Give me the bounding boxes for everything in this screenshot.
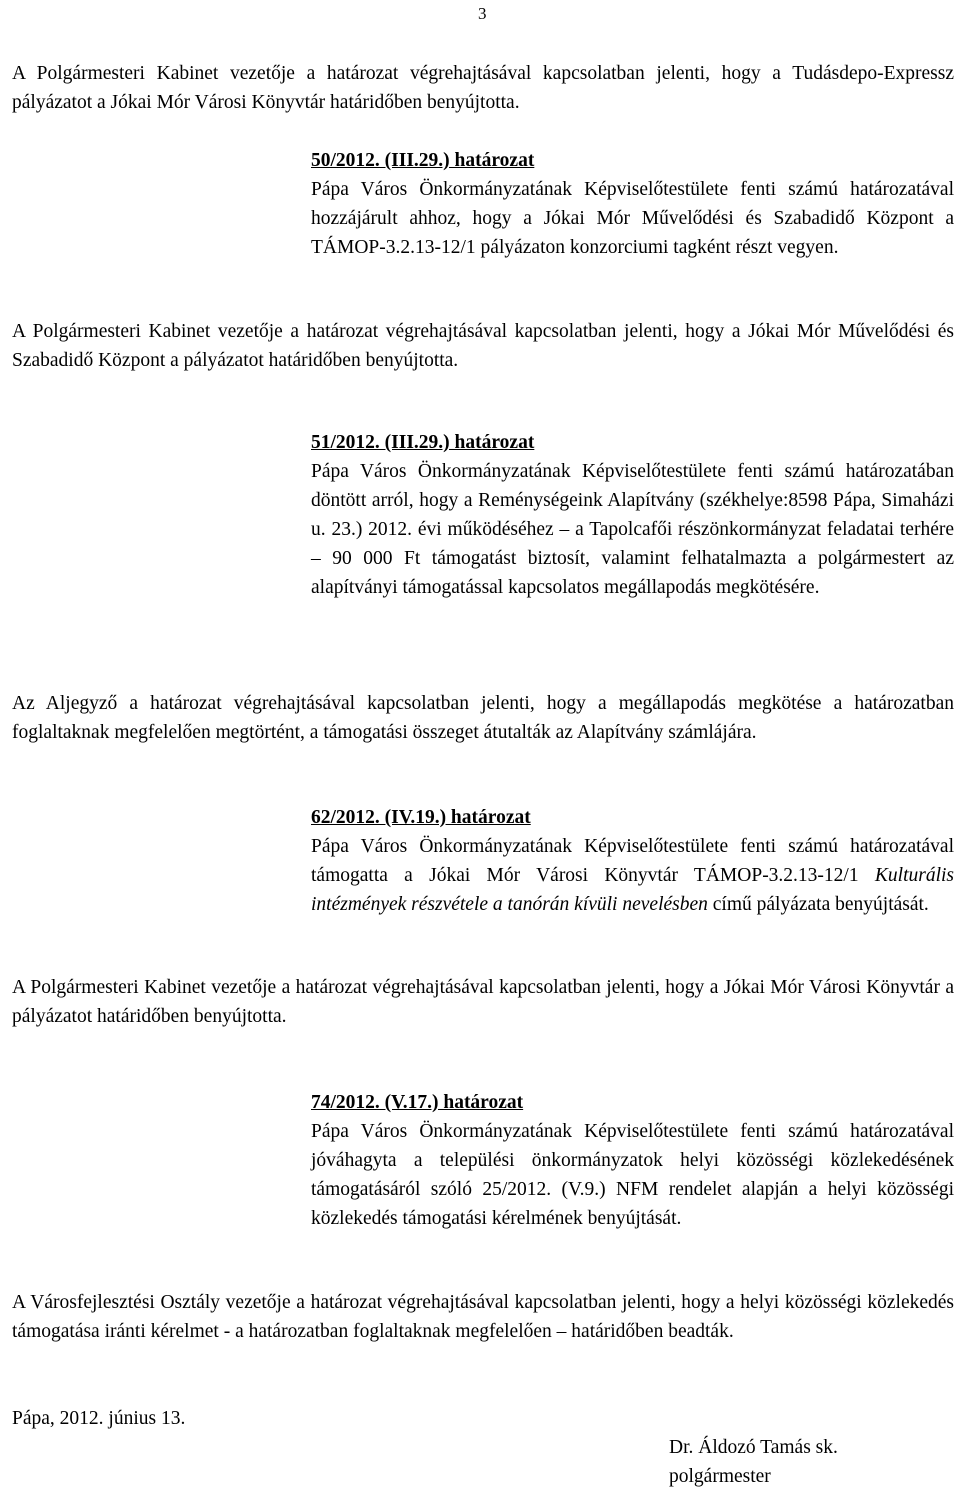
- resolution-body: Pápa Város Önkormányzatának Képviselőtestülete fenti számú határozatában döntött arról, hogy a Reménységeink Alapítvány (székhelye:8598 Pápa, Simaházi u. 23.) 2012. évi működéséhez – a Tapolcafői részönkormányzat feladatai terhére – 90 000 Ft támogatást biztosít, valamint felhatalmazta a polgármestert az alapítványi támogatással kapcsolatos megállapodás megkötésére.: [311, 461, 954, 598]
- resolution-title: 74/2012. (V.17.) határozat: [311, 1092, 524, 1113]
- resolution-title: 51/2012. (III.29.) határozat: [311, 432, 535, 453]
- signer-name: Dr. Áldozó Tamás sk.: [669, 1437, 838, 1458]
- resolution-50: [311, 146, 954, 262]
- resolution-body: Pápa Város Önkormányzatának Képviselőtestülete fenti számú határozatával jóváhagyta a települési önkormányzatok helyi közösségi közlekedésének támogatásáról szóló 25/2012. (V.9.) NFM rendelet alapján a helyi közösségi közlekedés támogatási kérelmének benyújtását.: [311, 1121, 954, 1229]
- signature-block: [669, 1433, 838, 1491]
- signer-title: polgármester: [669, 1466, 771, 1487]
- resolution-62: [311, 803, 954, 919]
- report-paragraph-4: A Polgármesteri Kabinet vezetője a határozat végrehajtásával kapcsolatban jelenti, hogy a Jókai Mór Városi Könyvtár a pályázatot határidőben benyújtotta.: [12, 977, 954, 1027]
- place-date: Pápa, 2012. június 13.: [12, 1408, 186, 1429]
- resolution-body-italic: Kulturális intézmények részvétele a tanórán kívüli nevelésben: [311, 865, 954, 915]
- resolution-body: [311, 832, 954, 919]
- resolution-74: [311, 1088, 954, 1233]
- resolution-51: [311, 428, 954, 602]
- report-paragraph-5: A Városfejlesztési Osztály vezetője a határozat végrehajtásával kapcsolatban jelenti, hogy a helyi közösségi közlekedés támogatása iránti kérelmet - a határozatban foglaltaknak megfelelően – határidőben beadták.: [12, 1292, 954, 1342]
- report-paragraph-3: Az Aljegyző a határozat végrehajtásával kapcsolatban jelenti, hogy a megállapodás megkötése a határozatban foglaltaknak megfelelően megtörtént, a támogatási összeget átutalták az Alapítvány számlájára.: [12, 693, 954, 743]
- resolution-title: 62/2012. (IV.19.) határozat: [311, 807, 531, 828]
- resolution-title: 50/2012. (III.29.) határozat: [311, 150, 535, 171]
- resolution-body-end: című pályázata benyújtását.: [707, 894, 929, 915]
- page-number: 3: [478, 4, 487, 23]
- resolution-body-start: Pápa Város Önkormányzatának Képviselőtestülete fenti számú határozatával támogatta a Jókai Mór Városi Könyvtár TÁMOP-3.2.13-12/1: [311, 836, 954, 886]
- report-paragraph-1: A Polgármesteri Kabinet vezetője a határozat végrehajtásával kapcsolatban jelenti, hogy a Tudásdepo-Expressz pályázatot a Jókai Mór Városi Könyvtár határidőben benyújtotta.: [12, 63, 954, 113]
- report-paragraph-2: A Polgármesteri Kabinet vezetője a határozat végrehajtásával kapcsolatban jelenti, hogy a Jókai Mór Művelődési és Szabadidő Központ a pályázatot határidőben benyújtotta.: [12, 321, 954, 371]
- resolution-body: Pápa Város Önkormányzatának Képviselőtestülete fenti számú határozatával hozzájárult ahhoz, hogy a Jókai Mór Művelődési és Szabadidő Központ a TÁMOP-3.2.13-12/1 pályázaton konzorciumi tagként részt vegyen.: [311, 179, 954, 258]
